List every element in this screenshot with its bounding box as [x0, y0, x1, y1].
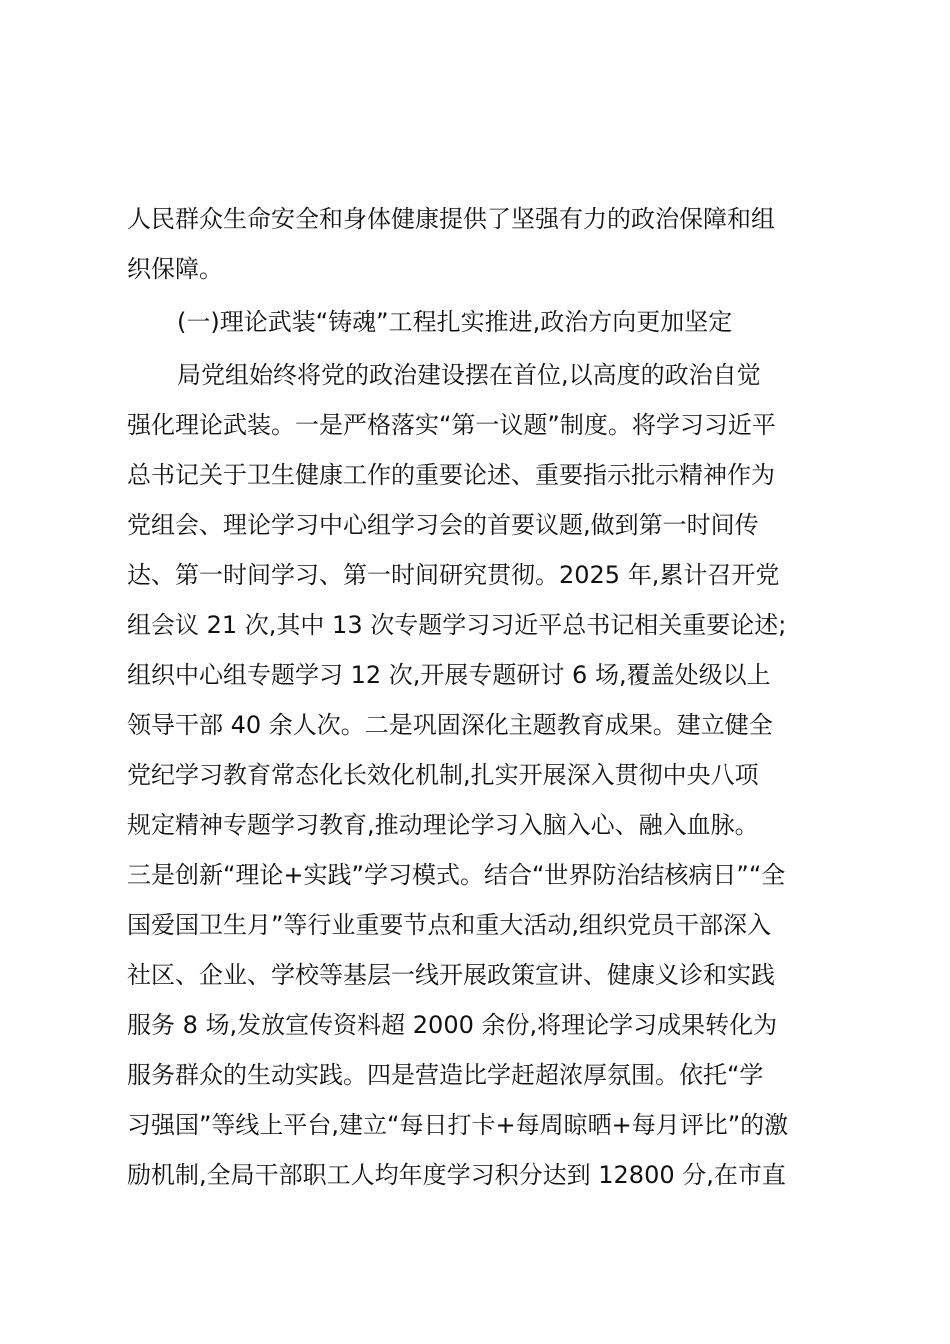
body-line: 组织中心组专题学习 12 次,开展专题研讨 6 场,覆盖处级以上 — [127, 661, 771, 689]
section-heading: (一)理论武装“铸魂”工程扎实推进,政治方向更加坚定 — [177, 308, 733, 336]
body-line: 服务 8 场,发放宣传资料超 2000 余份,将理论学习成果转化为 — [127, 1011, 778, 1039]
paragraph-first-line: 局党组始终将党的政治建设摆在首位,以高度的政治自觉 — [177, 361, 761, 389]
body-line: 规定精神专题学习教育,推动理论学习入脑入心、融入血脉。 — [127, 811, 759, 839]
body-line: 社区、企业、学校等基层一线开展政策宣讲、健康义诊和实践 — [127, 961, 775, 989]
body-line: 服务群众的生动实践。四是营造比学赶超浓厚氛围。依托“学 — [127, 1061, 764, 1089]
body-line: 组会议 21 次,其中 13 次专题学习习近平总书记相关重要论述; — [127, 611, 787, 639]
document-body — [127, 194, 827, 1200]
body-line: 总书记关于卫生健康工作的重要论述、重要指示批示精神作为 — [127, 461, 775, 489]
body-line: 达、第一时间学习、第一时间研究贯彻。2025 年,累计召开党 — [127, 561, 780, 589]
body-line: 党组会、理论学习中心组学习会的首要议题,做到第一时间传 — [127, 511, 759, 539]
body-line: 党纪学习教育常态化长效化机制,扎实开展深入贯彻中央八项 — [127, 761, 759, 789]
body-line: 励机制,全局干部职工人均年度学习积分达到 12800 分,在市直 — [127, 1161, 786, 1189]
body-line: 强化理论武装。一是严格落实“第一议题”制度。将学习习近平 — [127, 411, 776, 439]
body-line: 织保障。 — [127, 255, 223, 283]
body-line: 人民群众生命安全和身体健康提供了坚强有力的政治保障和组 — [127, 205, 775, 233]
body-line: 习强国”等线上平台,建立“每日打卡+每周晾晒+每月评比”的激 — [127, 1111, 789, 1139]
body-line: 领导干部 40 余人次。二是巩固深化主题教育成果。建立健全 — [127, 711, 773, 739]
body-line: 国爱国卫生月”等行业重要节点和重大活动,组织党员干部深入 — [127, 911, 772, 939]
body-line: 三是创新“理论+实践”学习模式。结合“世界防治结核病日”“全 — [127, 861, 786, 889]
